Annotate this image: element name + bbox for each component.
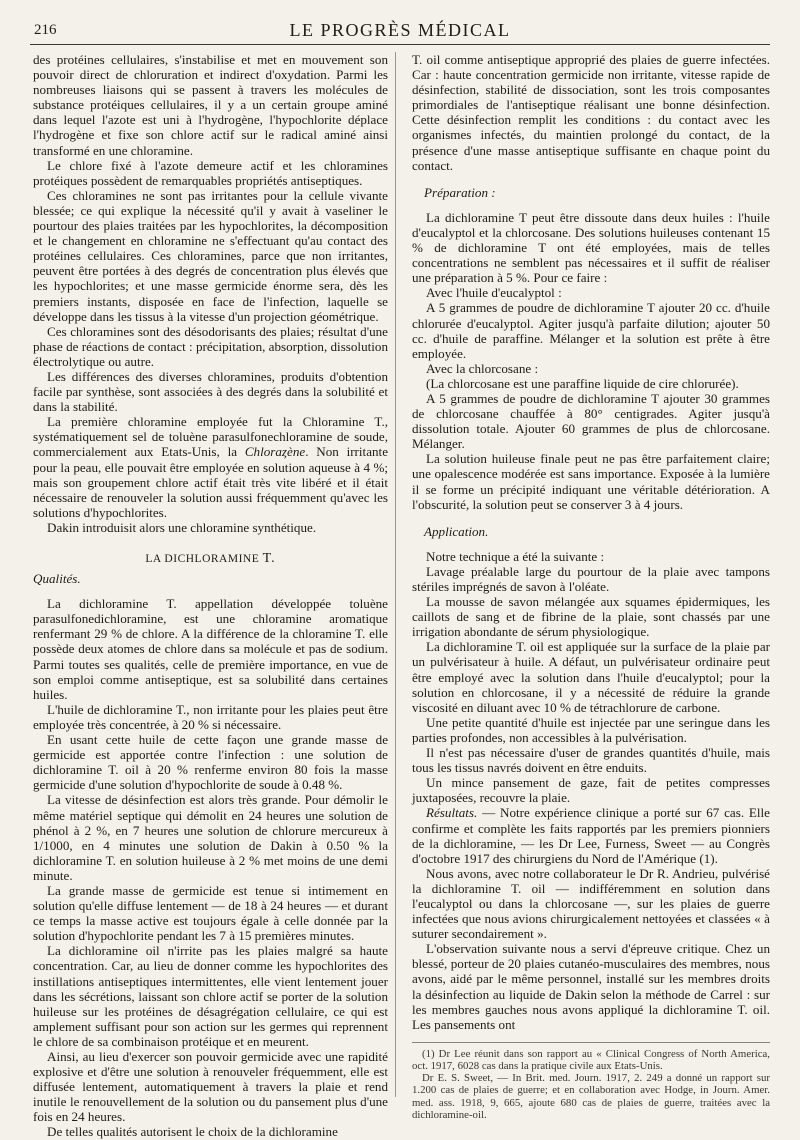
paragraph: Notre technique a été la suivante :: [426, 548, 605, 564]
paragraph: Le chlore fixé à l'azote demeure actif et les chloramines protéiques possèdent de remarquables propriétés antiseptiques.: [33, 157, 388, 188]
paragraph: La dichloramine oil n'irrite pas les plaies malgré sa haute concentration. Car, au lieu de donner comme les hypochlorites des instillations antiseptiques intermittentes, elle vient lentement jouer dans les sécrétions, laissant son chlore actif se porter de la solution huileuse sur les protéines de désagrégation cellulaire, ce qui est amplement suffisant pour son action sur les germes qui reprennent le chlore de sa combinaison protéique et en meurent.: [33, 943, 388, 1049]
paragraph: La solution huileuse finale peut ne pas être parfaitement claire; une opalescence modérée est sans importance. Exposée à la lumière il se forme un précipité indiquant une véritable détérioration. A l'obscurité, la solution peut se conserver 3 à 4 jours.: [412, 451, 770, 512]
paragraph: Il n'est pas nécessaire d'user de grandes quantités d'huile, mais tous les tissus navrés doivent en être enduits.: [412, 745, 770, 776]
paragraph: Ces chloramines sont des désodorisants des plaies; résultat d'une phase de réactions de contact : précipitation, absorption, dissolution électrolytique ou autre.: [33, 323, 388, 369]
paragraph: [33, 414, 388, 520]
paragraph-text: La première chloramine employée fut la Chloramine T., systématiquement sel de toluène parasulfonechloramine de soude, commercialement aux Etats-Unis, la: [33, 414, 388, 460]
subheading-application: Application.: [424, 523, 489, 539]
paragraph-text: — Notre expérience clinique a porté sur 67 cas. Elle confirme et complète les faits rapportés par les premiers pionniers de la dichloramine, — les Dr Lee, Furness, Sweet — au Congrès d'octobre 1917 des chirurgiens du Nord de l'Amérique (1).: [412, 805, 770, 866]
paragraph: Avec la chlorcosane :: [426, 360, 539, 376]
paragraph: Avec l'huile d'eucalyptol :: [426, 285, 562, 301]
paragraph: La grande masse de germicide est tenue si intimement en solution qu'elle diffuse lentement — de 18 à 24 heures — et durant ce temps la masse active est toujours égale à celle donnée par la solution d'hypochlorite pendant les 7 à 15 premières minutes.: [33, 882, 388, 944]
paragraph: Ces chloramines ne sont pas irritantes pour la cellule vivante blessée; ce qui explique la nécessité qu'il y avait à vaseliner le pourtour des plaies traitées par les hypochlorites, la décomposition et le changement en chloramine ne s'effectuant qu'au contact des protéines cellulaires. Ces chloramines, parce que non irritantes, peuvent être portées à des degrés de concentration plus élevés que les hypochlorites; et une masse germicide énorme sera, dès les premiers instants, disposée en face de l'infection, laquelle se développe dans les tissus à la vitesse d'un projection géométrique.: [33, 187, 388, 324]
spacer: [412, 512, 770, 520]
right-column: [412, 52, 770, 1121]
paragraph: Nous avons, avec notre collaborateur le Dr R. Andrieu, pulvérisé la dichloramine T. oil — indifféremment en solution dans l'eucalyptol ou dans la chlorcosane —, sur les plaies de guerre infectées que nous avions chirurgicalement nettoyées et classées « à suturer secondairement ».: [412, 865, 770, 942]
paragraph: Les différences des diverses chloramines, produits d'obtention facile par synthèse, sont associées à des degrés dans la solubilité et dans la stabilité.: [33, 368, 388, 415]
spacer: [412, 173, 770, 181]
section-heading: [33, 551, 388, 567]
paragraph: Dakin introduisit alors une chloramine synthétique.: [47, 519, 317, 535]
resultats-label: Résultats.: [426, 805, 478, 821]
paragraph: (La chlorcosane est une paraffine liquide de cire chlorurée).: [426, 375, 739, 391]
section-heading-text: LA DICHLORAMINE: [145, 553, 260, 565]
paragraph: De telles qualités autorisent le choix de la dichloramine: [47, 1124, 338, 1140]
footnote-rule: [412, 1042, 770, 1043]
paragraph: La dichloramine T peut être dissoute dans deux huiles : l'huile d'eucalyptol et la chlorcosane. Des solutions huileuses contenant 15 % de dichloramine T ont été employées, mais de telles concentrations ne semblent pas nécessaires et il suffit de réaliser une préparation à 5 %. Pour ce faire :: [412, 209, 770, 286]
paragraph: Lavage préalable large du pourtour de la plaie avec tampons stériles imprégnés de savon à l'oléate.: [412, 563, 770, 594]
paragraph: La mousse de savon mélangée aux squames épidermiques, les caillots de sang et de fibrine de la plaie, sont chassés par une irrigation abondante de sérum physiologique.: [412, 594, 770, 640]
paragraph: L'observation suivante nous a servi d'épreuve critique. Chez un blessé, porteur de 20 plaies cutanéo-musculaires des membres, nous avons, aidé par le même personnel, installé sur les membres droits la désinfection au liquide de Dakin selon la méthode de Carrel : sur les membres gauches nous avons appliqué la dichloramine T. oil. Les pansements ont: [412, 941, 770, 1032]
paragraph: A 5 grammes de poudre de dichloramine T ajouter 30 grammes de chlorcosane chauffée à 80° centigrades. Agiter jusqu'à dissolution totale. Ajouter 60 grammes de plus de chlorcosane. Mélanger.: [412, 390, 770, 452]
left-column: [33, 52, 388, 1140]
paragraph: La vitesse de désinfection est alors très grande. Pour démolir le même matériel septique qui démolit en 24 heures une solution de phénol à 2 %, en 7 heures une solution de chlorure mercureux à 1/1000, en 4 minutes une solution de Dakin à 0.50 % la dichloramine T. en solution huileuse à 2 % met moins de une demi minute.: [33, 792, 388, 883]
paragraph: T. oil comme antiseptique approprié des plaies de guerre infectées. Car : haute concentration germicide non irritante, vitesse rapide de désinfection, stabilité de dissociation, sont les trois composantes primordiales de l'antiseptique réalisant une bonne désinfection. Cette désinfection remplit les conditions : du contact avec les organismes infectés, du maintien prolongé du contact, de la présence d'une masse antiseptique suffisante en chaque point du contact.: [412, 52, 770, 173]
paragraph: La dichloramine T. oil est appliquée sur la surface de la plaie par un pulvérisateur à huile. A défaut, un pulvérisateur ordinaire peut être employé avec la solution dans l'huile d'eucalyptol; pour la solution en chlorcosane, il y a nécessité de réduire la grande viscosité en diluant avec 10 % de tétrachlorure de carbone.: [412, 639, 770, 715]
journal-title: LE PROGRÈS MÉDICAL: [289, 20, 511, 40]
trade-name: Chloraȥène: [244, 444, 306, 460]
paragraph: Une petite quantité d'huile est injectée par une seringue dans les parties profondes, non accessibles à la pulvérisation.: [412, 714, 770, 745]
paragraph: Ainsi, au lieu d'exercer son pouvoir germicide avec une rapidité explosive et d'être une solution à renouveler fréquemment, elle est diffusée lentement, automatiquement à travers la plaie et rend inutile le renouvellement de la solution ou du pansement plus d'une fois en 24 heures.: [33, 1049, 388, 1125]
paragraph: des protéines cellulaires, s'instabilise et met en mouvement son pouvoir direct de chloruration et indirect d'oxydation. Parmi les nombreuses liaisons qui se passent à travers les molécules de substance protéiques cellulaires, il y a un certain groupe aminé dans lequel l'azote est uni à l'hydrogène, l'hypochlorite déplace l'hydrogène et fixe son chlore actif sur le radical aminé ainsi transformé en une chloramine.: [33, 52, 388, 158]
subheading-preparation: Préparation :: [424, 184, 496, 200]
paragraph: [412, 805, 770, 865]
subheading-qualites: Qualités.: [33, 571, 81, 587]
paragraph-text: . Non irritante pour la peau, elle pouvait être employée en solution aqueuse à 4 %; mais son groupement chlore actif était très vite libéré et il était nécessaire de renouveler la solution aussi fréquemment qu'avec les solutions d'hypochlorites.: [33, 444, 389, 520]
paragraph: L'huile de dichloramine T., non irritante pour les plaies peut être employée très concentrée, à 20 % si nécessaire.: [33, 701, 388, 732]
paragraph: En usant cette huile de cette façon une grande masse de germicide est apportée contre l'infection : une solution de dichloramine T. oil à 20 % renferme environ 80 fois la masse germicide d'une solution d'hypochlorite de soude à 0.48 %.: [33, 732, 388, 793]
page-number: 216: [34, 22, 57, 38]
paragraph: La dichloramine T. appellation développée toluène parasulfonedichloramine, est une chloramine aromatique renfermant 29 % de chlore. A la différence de la chloramine T. elle possède deux atomes de chlore dans sa molécule et pas de sodium. Parmi toutes ses qualités, celle de première importance, en vue de son emploi comme antiseptique, est sa solubilité dans certaines huiles.: [33, 596, 388, 702]
section-heading-letter: T.: [262, 551, 276, 566]
running-header: [30, 14, 770, 44]
footnote: (1) Dr Lee réunit dans son rapport au « Clinical Congress of North America, oct. 1917, 6028 cas dans la pratique civile aux Etats-Unis.: [412, 1047, 770, 1073]
column-divider: [395, 52, 396, 1097]
paragraph: Un mince pansement de gaze, fait de petites compresses juxtaposées, recouvre la plaie.: [412, 775, 770, 806]
header-rule: [30, 44, 770, 45]
footnote: Dr E. S. Sweet, — In Brit. med. Journ. 1917, 2. 249 a donné un rapport sur 1.200 cas de plaies de guerre; et en collaboration avec Hodge, in Journ. Amer. med. ass. 1918, 9, 665, ajoute 680 cas de plaies de guerre, traitées avec la dichloramine-oil.: [412, 1072, 770, 1121]
paragraph: A 5 grammes de poudre de dichloramine T ajouter 20 cc. d'huile chlorurée d'eucalyptol. Agiter jusqu'à parfaite dilution; ajouter 50 cc. d'huile de paraffine. Mélanger et la solution est prête à être employée.: [412, 300, 770, 361]
